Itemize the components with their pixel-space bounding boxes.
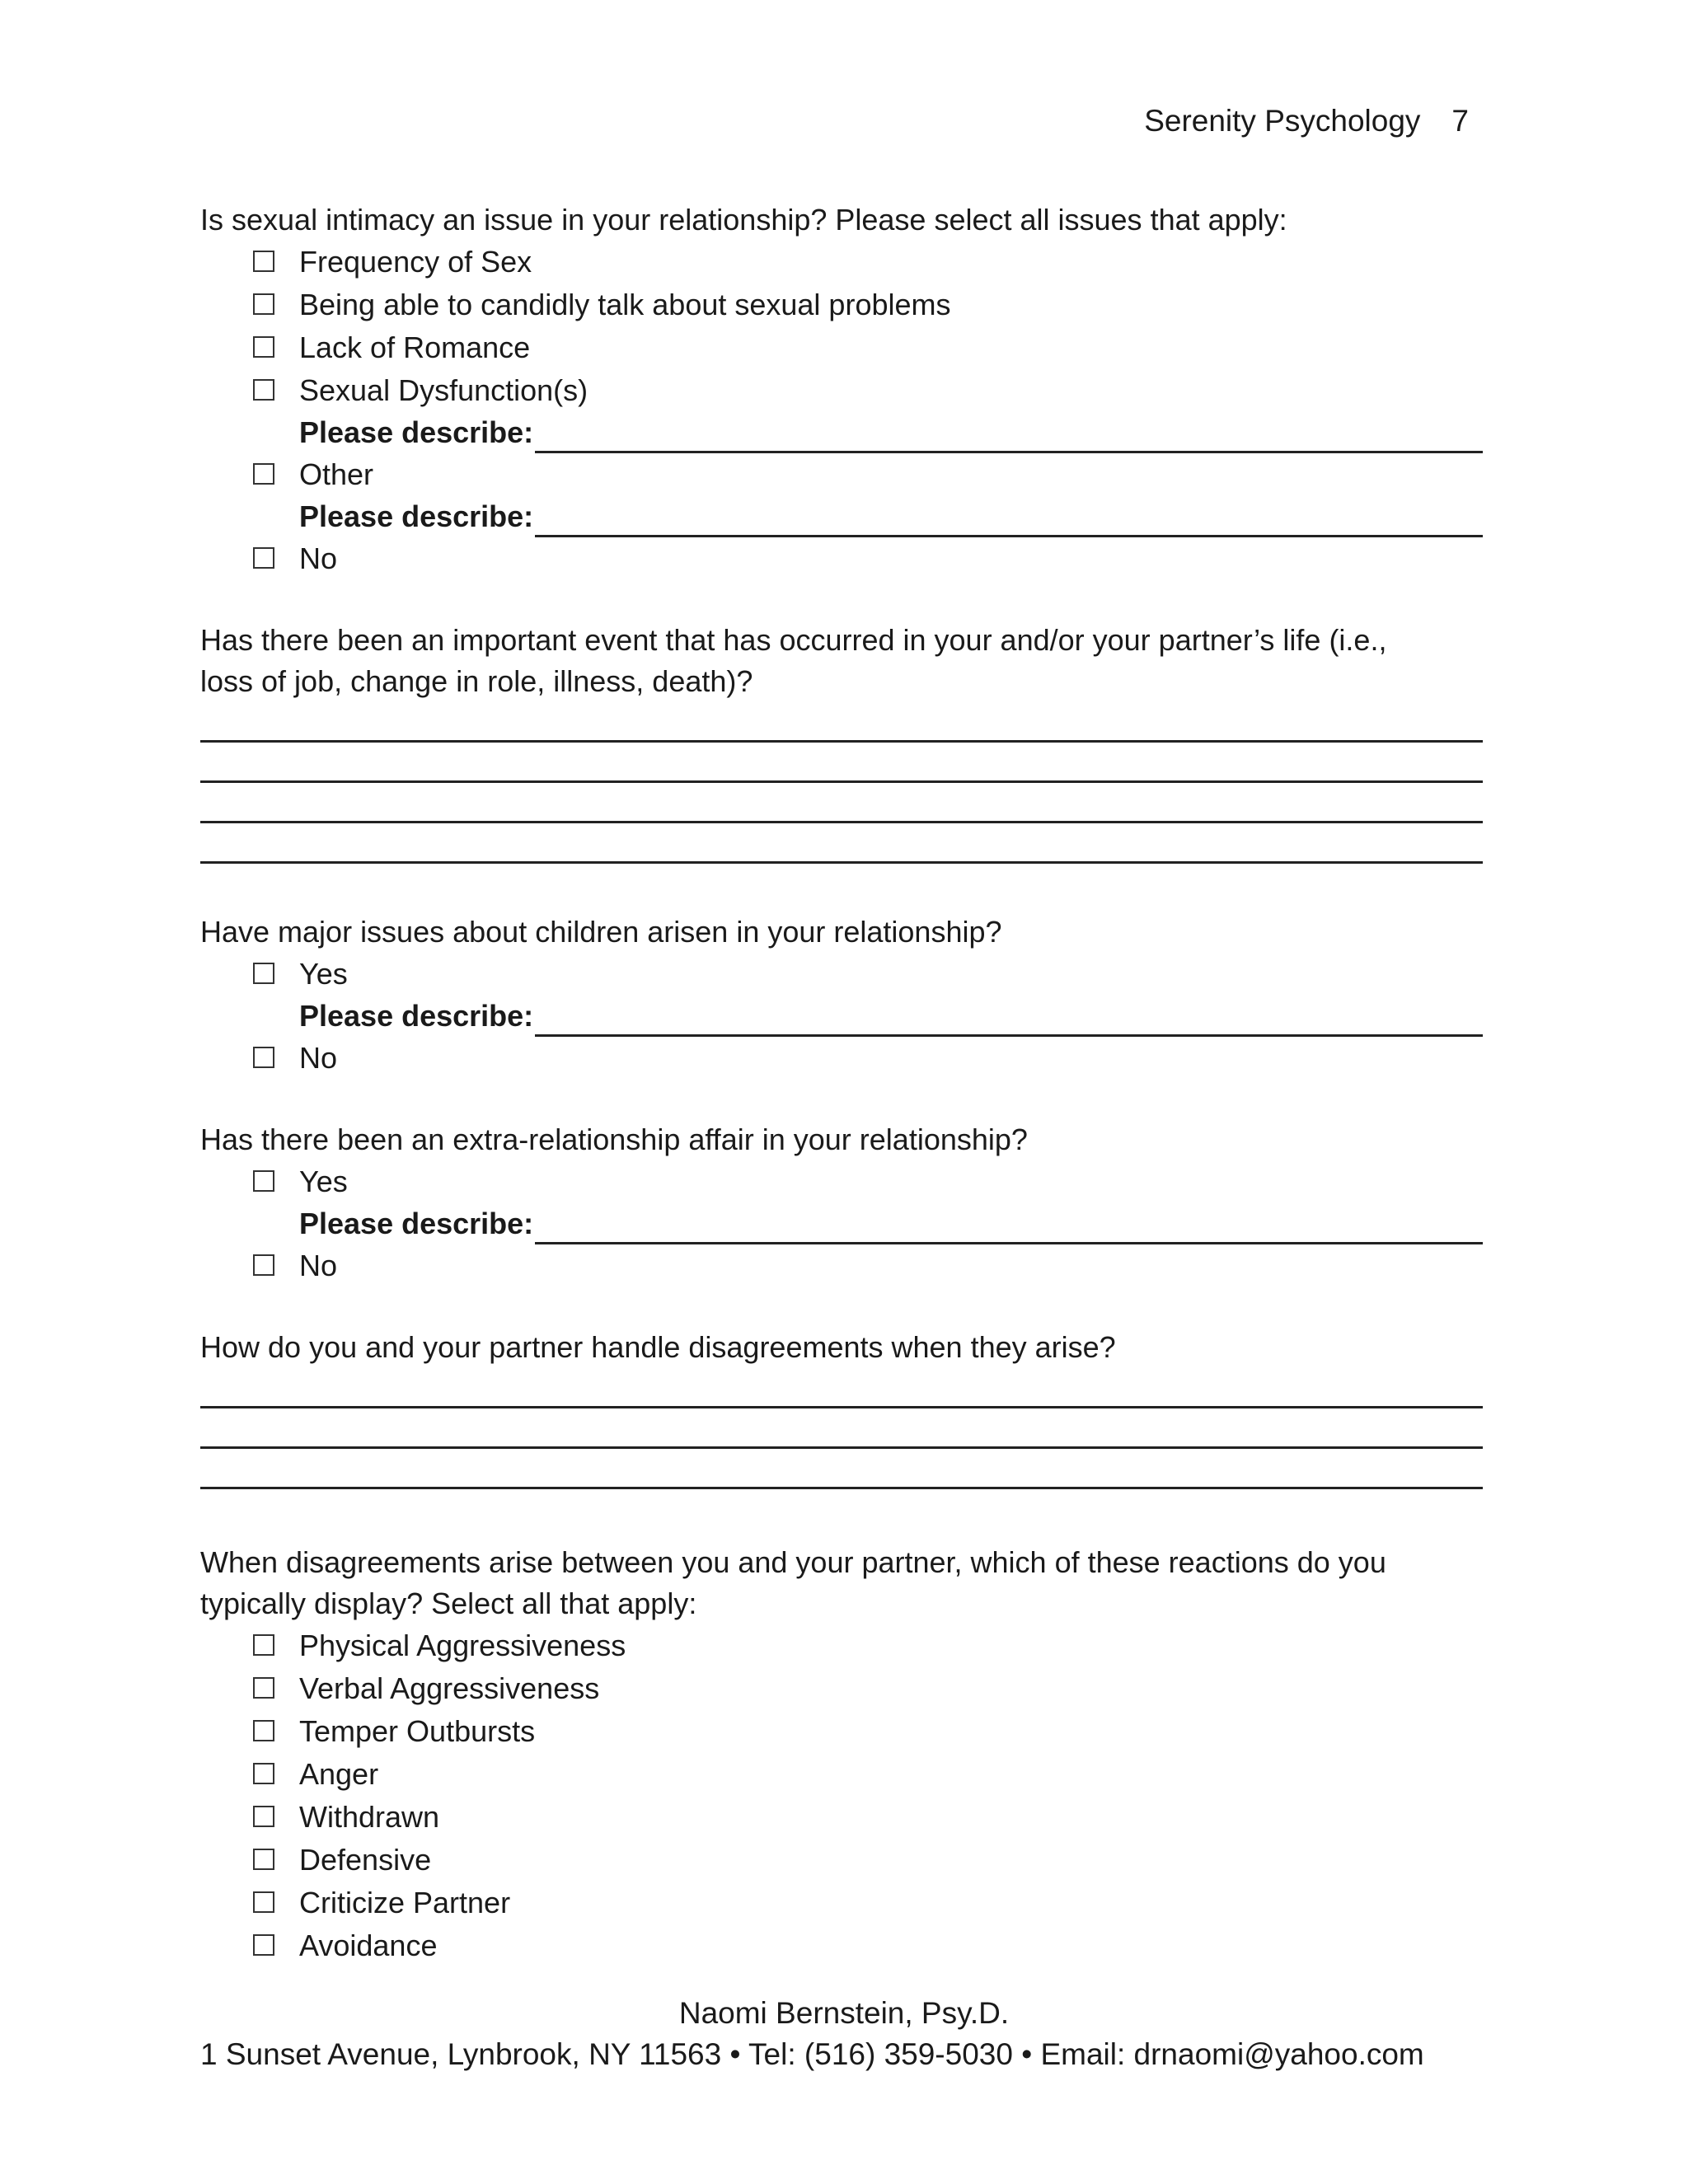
checkbox[interactable]	[253, 1806, 274, 1827]
answer-line[interactable]	[200, 1449, 1483, 1489]
checkbox[interactable]	[253, 1170, 274, 1192]
checkbox[interactable]	[253, 1720, 274, 1741]
checkbox[interactable]	[253, 1634, 274, 1656]
option-withdrawn[interactable]: Withdrawn	[200, 1796, 1486, 1839]
spacer	[200, 1080, 1486, 1119]
checkbox[interactable]	[253, 1254, 274, 1276]
answer-line[interactable]	[200, 1368, 1483, 1408]
question-affair: Has there been an extra-relationship affair in your relationship?	[200, 1122, 1028, 1156]
question-important-event: Has there been an important event that has occurred in your and/or your partner’s life (i.e., loss of job, change in role, illness, death)?	[200, 623, 1387, 698]
affair-options	[200, 1160, 1486, 1287]
describe-label: Please describe:	[299, 415, 534, 449]
checkbox[interactable]	[253, 1677, 274, 1699]
page-header	[1144, 101, 1469, 142]
checkbox[interactable]	[253, 1763, 274, 1784]
spacer	[200, 864, 1486, 912]
answer-line[interactable]	[200, 743, 1483, 783]
describe-label: Please describe:	[299, 499, 534, 533]
page-number: 7	[1451, 104, 1469, 138]
disagreements-answer-lines[interactable]	[200, 1368, 1486, 1489]
checkbox[interactable]	[253, 336, 274, 358]
describe-label: Please describe:	[299, 1207, 534, 1240]
option-no[interactable]: No	[200, 1244, 1486, 1287]
describe-other	[200, 496, 1486, 537]
question-handle-disagreements: How do you and your partner handle disagreements when they arise?	[200, 1330, 1116, 1364]
answer-line[interactable]	[200, 702, 1483, 743]
option-lack-of-romance[interactable]: Lack of Romance	[200, 326, 1486, 369]
sexual-intimacy-options	[200, 241, 1486, 580]
important-event-answer-lines[interactable]	[200, 702, 1486, 864]
checkbox[interactable]	[253, 379, 274, 401]
page-footer	[0, 1993, 1688, 2075]
option-other[interactable]: Other	[200, 453, 1486, 496]
option-talk-about-problems[interactable]: Being able to candidly talk about sexual problems	[200, 284, 1486, 326]
practice-name: Serenity Psychology	[1144, 104, 1421, 138]
checkbox[interactable]	[253, 1047, 274, 1068]
describe-input-line[interactable]	[535, 1005, 1483, 1037]
spacer	[200, 1489, 1486, 1542]
spacer	[200, 580, 1486, 620]
option-anger[interactable]: Anger	[200, 1753, 1486, 1796]
option-avoidance[interactable]: Avoidance	[200, 1924, 1486, 1967]
checkbox[interactable]	[253, 1934, 274, 1956]
describe-label: Please describe:	[299, 999, 534, 1033]
checkbox[interactable]	[253, 293, 274, 315]
footer-name: Naomi Bernstein, Psy.D.	[678, 1996, 1010, 2030]
checkbox[interactable]	[253, 1849, 274, 1870]
question-sexual-intimacy: Is sexual intimacy an issue in your relationship? Please select all issues that apply:	[200, 203, 1287, 237]
answer-line[interactable]	[200, 823, 1483, 864]
option-yes[interactable]: Yes	[200, 1160, 1486, 1203]
form-content	[200, 199, 1486, 1967]
option-verbal-aggressiveness[interactable]: Verbal Aggressiveness	[200, 1667, 1486, 1710]
option-yes[interactable]: Yes	[200, 953, 1486, 996]
question-reactions: When disagreements arise between you and your partner, which of these reactions do you typically display? Select all that apply:	[200, 1545, 1386, 1620]
question-children-issues: Have major issues about children arisen in your relationship?	[200, 915, 1002, 949]
children-issues-options	[200, 953, 1486, 1080]
option-criticize-partner[interactable]: Criticize Partner	[200, 1882, 1486, 1924]
option-frequency-of-sex[interactable]: Frequency of Sex	[200, 241, 1486, 284]
spacer	[200, 1287, 1486, 1327]
option-defensive[interactable]: Defensive	[200, 1839, 1486, 1882]
describe-affair	[200, 1203, 1486, 1244]
describe-dysfunction	[200, 412, 1486, 453]
footer-address: 1 Sunset Avenue, Lynbrook, NY 11563 • Tel: (516) 359-5030 • Email: drnaomi@yahoo.com	[200, 2037, 1424, 2071]
describe-input-line[interactable]	[535, 421, 1483, 453]
checkbox[interactable]	[253, 1891, 274, 1913]
describe-input-line[interactable]	[535, 1212, 1483, 1244]
option-temper-outbursts[interactable]: Temper Outbursts	[200, 1710, 1486, 1753]
checkbox[interactable]	[253, 463, 274, 485]
checkbox[interactable]	[253, 963, 274, 984]
option-no[interactable]: No	[200, 1037, 1486, 1080]
reaction-options	[200, 1624, 1486, 1967]
describe-input-line[interactable]	[535, 505, 1483, 537]
option-physical-aggressiveness[interactable]: Physical Aggressiveness	[200, 1624, 1486, 1667]
option-sexual-dysfunction[interactable]: Sexual Dysfunction(s)	[200, 369, 1486, 412]
answer-line[interactable]	[200, 783, 1483, 823]
checkbox[interactable]	[253, 251, 274, 272]
option-no[interactable]: No	[200, 537, 1486, 580]
answer-line[interactable]	[200, 1408, 1483, 1449]
describe-children	[200, 996, 1486, 1037]
checkbox[interactable]	[253, 547, 274, 569]
